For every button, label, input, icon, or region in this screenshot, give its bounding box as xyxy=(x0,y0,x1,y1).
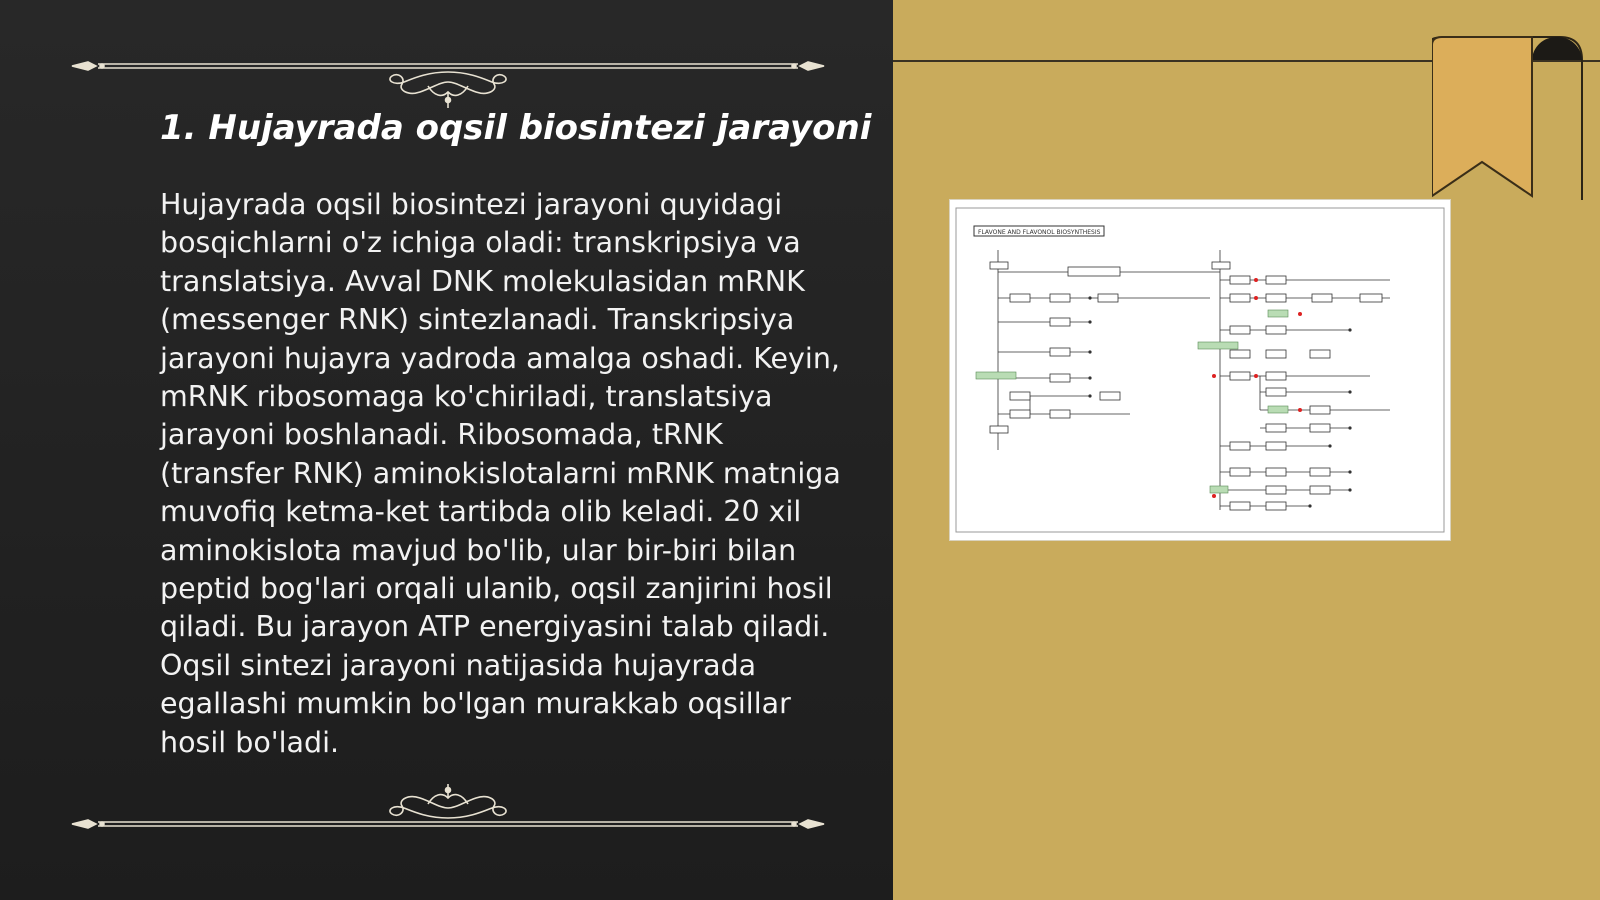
top-scroll-ornament xyxy=(68,52,828,112)
slide-body-text: Hujayrada oqsil biosintezi jarayoni quyidagi bosqichlarni o'z ichiga oladi: transkripsiya va translatsiya. Avval DNK molekulasidan mRNK (messenger RNK) sintezlanadi. Transkripsiya jarayoni hujayra yadroda amalga oshadi. Keyin, mRNK ribosomaga ko'chiriladi, translatsiya jarayoni boshlanadi. Ribosomada, tRNK (transfer RNK) aminokislotalarni mRNK matniga muvofiq ketma-ket tartibda olib keladi. 20 xil aminokislota mavjud bo'lib, ular bir-biri bilan peptid bog'lari orqali ulanib, oqsil zanjirini hosil qiladi. Bu jarayon ATP energiyasini talab qiladi. Oqsil sintezi jarayoni natijasida hujayrada egallashi mumkin bo'lgan murakkab oqsillar hosil bo'ladi. xyxy=(160,188,841,759)
slide-title: 1. Hujayrada oqsil biosintezi jarayoni xyxy=(160,108,872,148)
diagram-header: FLAVONE AND FLAVONOL BIOSYNTHESIS xyxy=(978,229,1101,236)
ribbon-bookmark-icon xyxy=(1432,0,1592,200)
pathway-diagram xyxy=(950,200,1450,540)
pathway-diagram-image xyxy=(950,200,1450,540)
bottom-scroll-ornament xyxy=(68,780,828,840)
